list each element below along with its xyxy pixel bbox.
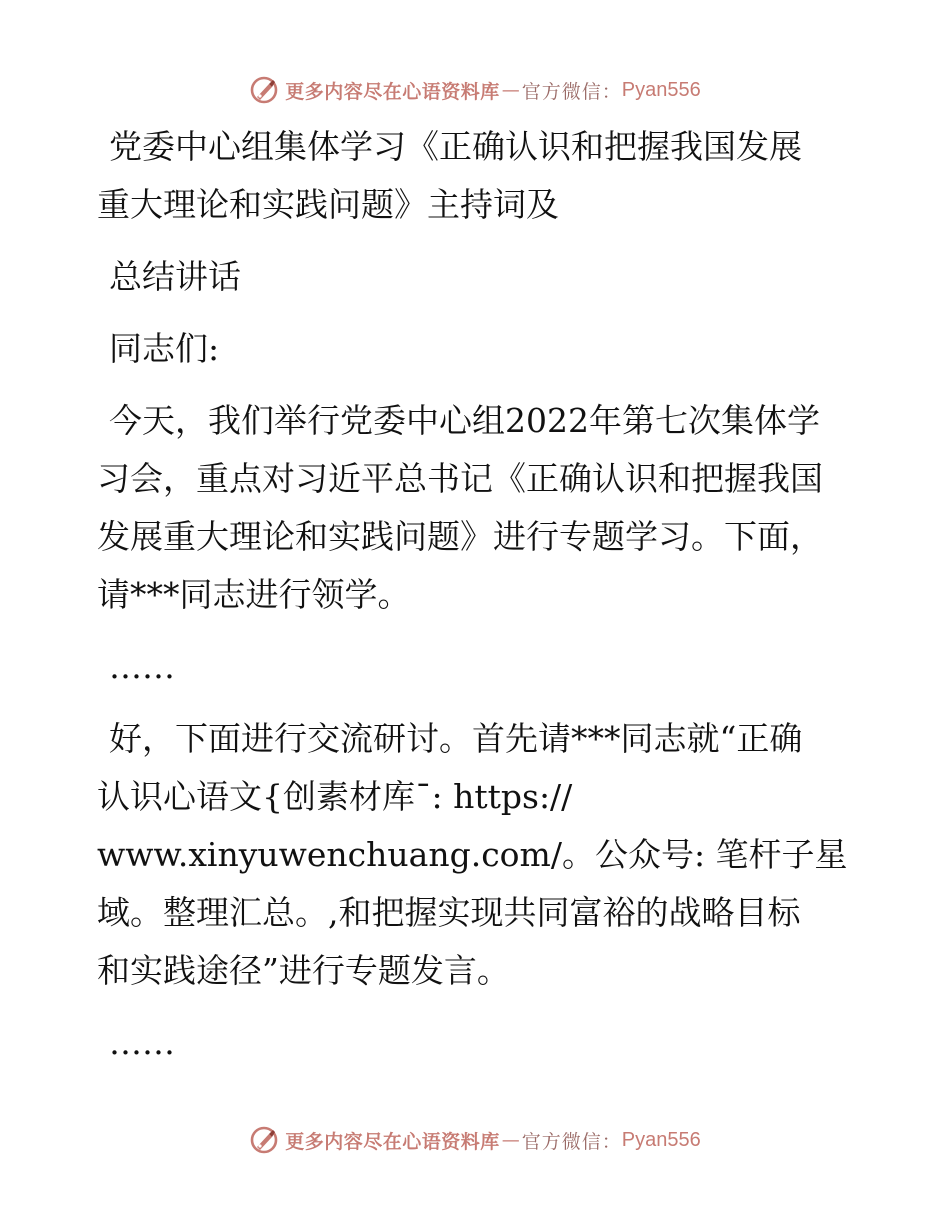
ellipsis: …… [109, 647, 175, 686]
title-line: 党委中心组集体学习《正确认识和把握我国发展 [109, 127, 802, 166]
paragraph-line: 今天，我们举行党委中心组2022年第七次集体学 [109, 401, 820, 440]
document-title [97, 118, 857, 234]
banner-sub-text: 官方微信： [521, 1130, 622, 1153]
banner-main-text: 更多内容尽在心语资料库 [285, 80, 500, 103]
banner-wechat-id: Pyan556 [621, 78, 701, 101]
paragraph-line: 和实践途径”进行专题发言。 [97, 951, 510, 990]
paragraph-line: 域。整理汇总。,和把握实现共同富裕的战略目标 [97, 893, 801, 932]
banner-dash: — [501, 1129, 520, 1151]
banner-dash: — [501, 79, 520, 101]
banner-sub-text: 官方微信： [521, 80, 622, 103]
paragraph-line: 发展重大理论和实践问题》进行专题学习。下面， [97, 517, 823, 556]
banner-main-text: 更多内容尽在心语资料库 [285, 1130, 500, 1153]
paragraph-line: 好，下面进行交流研讨。首先请***同志就“正确 [109, 719, 803, 758]
header-banner [0, 70, 950, 110]
footer-banner [0, 1120, 950, 1160]
ellipsis: …… [109, 1023, 175, 1062]
pen-nib-logo-icon [249, 75, 279, 105]
banner-wechat-id: Pyan556 [621, 1128, 701, 1151]
document-body [97, 118, 857, 1086]
paragraph-line: www.xinyuwenchuang.com/。公众号: 笔杆子星 [97, 835, 848, 874]
title-continuation: 总结讲话 [109, 257, 241, 296]
paragraph-line: 习会，重点对习近平总书记《正确认识和把握我国 [97, 459, 823, 498]
title-line: 重大理论和实践问题》主持词及 [97, 185, 559, 224]
paragraph-discussion [97, 710, 857, 1000]
paragraph-opening [97, 392, 857, 624]
paragraph-line: 认识心语文{创素材库¯: https:// [97, 777, 573, 816]
pen-nib-logo-icon [249, 1125, 279, 1155]
greeting: 同志们: [109, 329, 220, 368]
paragraph-line: 请***同志进行领学。 [97, 575, 411, 614]
